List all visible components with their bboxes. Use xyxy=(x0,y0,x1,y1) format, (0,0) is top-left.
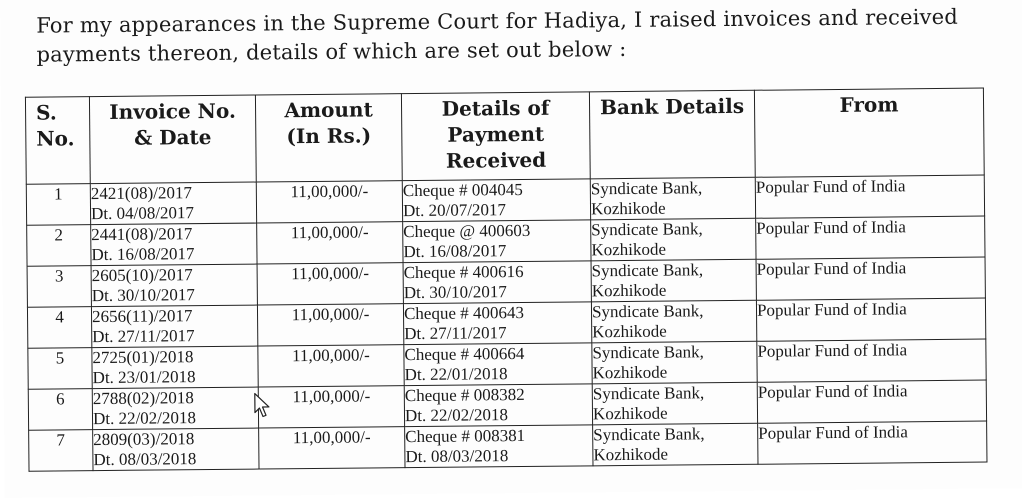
payment-date: Dt. 16/08/2017 xyxy=(403,241,507,262)
header-invoice-line: Invoice No. xyxy=(109,98,236,124)
cell-invoice xyxy=(93,428,259,471)
invoice-table xyxy=(25,88,988,472)
payment-reference: Cheque # 400616 xyxy=(403,261,524,283)
bank-name: Syndicate Bank, xyxy=(591,260,704,281)
cell-payment xyxy=(403,261,591,304)
cell-from: Popular Fund of India xyxy=(756,257,985,300)
cell-amount: 11,00,000/- xyxy=(258,345,404,387)
invoice-number: 2788(02)/2018 xyxy=(92,388,194,409)
bank-name: Syndicate Bank, xyxy=(591,219,703,240)
cell-invoice xyxy=(91,223,257,266)
cell-sno: 5 xyxy=(28,348,92,390)
header-bank-line: Bank Details xyxy=(599,93,745,120)
cell-bank xyxy=(591,300,756,343)
invoice-number: 2809(03)/2018 xyxy=(93,429,195,450)
cell-payment xyxy=(404,343,592,386)
bank-branch: Kozhikode xyxy=(592,403,668,424)
bank-branch: Kozhikode xyxy=(591,280,667,301)
bank-branch: Kozhikode xyxy=(593,444,669,465)
table-row xyxy=(29,421,987,471)
cell-payment xyxy=(402,179,590,222)
cell-from: Popular Fund of India xyxy=(757,339,986,382)
header-payment-line: Payment xyxy=(447,121,545,147)
cell-payment xyxy=(403,220,591,263)
cell-sno: 7 xyxy=(29,430,93,472)
cell-amount: 11,00,000/- xyxy=(257,263,403,305)
payment-date: Dt. 20/07/2017 xyxy=(402,200,507,221)
cell-sno: 4 xyxy=(27,307,91,349)
invoice-date: Dt. 22/02/2018 xyxy=(92,408,197,429)
header-payment-line: Received xyxy=(445,147,547,173)
invoice-number: 2605(10)/2017 xyxy=(91,265,193,286)
cell-payment xyxy=(405,425,593,468)
header-invoice xyxy=(89,95,256,184)
header-sno-line: S. xyxy=(35,100,57,125)
bank-name: Syndicate Bank, xyxy=(591,301,704,322)
cell-amount: 11,00,000/- xyxy=(257,304,403,346)
bank-name: Syndicate Bank, xyxy=(592,383,705,404)
header-sno xyxy=(25,97,90,185)
cell-from: Popular Fund of India xyxy=(756,216,985,259)
bank-name: Syndicate Bank, xyxy=(590,178,703,199)
cell-bank xyxy=(593,423,758,466)
cell-from: Popular Fund of India xyxy=(756,298,985,341)
header-bank xyxy=(589,90,755,179)
invoice-date: Dt. 08/03/2018 xyxy=(93,449,197,470)
invoice-date: Dt. 30/10/2017 xyxy=(91,285,195,306)
header-from-line: From xyxy=(839,92,899,117)
payment-reference: Cheque # 008382 xyxy=(404,384,525,406)
invoice-date: Dt. 16/08/2017 xyxy=(91,244,195,265)
payment-reference: Cheque # 004045 xyxy=(402,179,523,201)
invoice-number: 2656(11)/2017 xyxy=(91,306,193,327)
payment-date: Dt. 08/03/2018 xyxy=(405,446,509,467)
header-payment-line: Details of xyxy=(441,95,550,121)
cell-invoice xyxy=(92,346,258,389)
header-amount-line: (In Rs.) xyxy=(286,123,372,149)
cell-bank xyxy=(591,259,756,302)
bank-branch: Kozhikode xyxy=(592,321,667,342)
cell-from: Popular Fund of India xyxy=(757,380,986,423)
header-from xyxy=(754,88,984,177)
header-amount xyxy=(255,94,402,182)
header-invoice-line: & Date xyxy=(134,124,212,150)
cell-from: Popular Fund of India xyxy=(758,421,987,464)
cell-invoice xyxy=(92,387,258,430)
cell-bank xyxy=(590,177,755,220)
payment-reference: Cheque # 400643 xyxy=(403,302,525,324)
cell-sno: 1 xyxy=(26,184,90,226)
cell-payment xyxy=(403,302,591,345)
bank-name: Syndicate Bank, xyxy=(593,424,705,445)
bank-name: Syndicate Bank, xyxy=(592,342,704,363)
invoice-number: 2421(08)/2017 xyxy=(90,183,192,204)
header-amount-line: Amount xyxy=(284,97,373,123)
invoice-number: 2441(08)/2017 xyxy=(91,224,193,245)
invoice-date: Dt. 23/01/2018 xyxy=(92,367,196,388)
bank-branch: Kozhikode xyxy=(590,198,666,219)
intro-paragraph: For my appearances in the Supreme Court for Hadiya, I raised invoices and received payments thereon, details of which are set out below : xyxy=(36,4,959,67)
cell-amount: 11,00,000/- xyxy=(257,222,403,264)
cell-sno: 3 xyxy=(27,266,91,308)
cell-invoice xyxy=(90,182,256,225)
table-header-row xyxy=(25,88,984,184)
payment-reference: Cheque # 008381 xyxy=(405,425,526,447)
cell-invoice xyxy=(91,305,257,348)
header-sno-line: No. xyxy=(36,126,75,151)
cell-amount: 11,00,000/- xyxy=(259,427,405,469)
cell-bank xyxy=(592,341,757,384)
payment-date: Dt. 22/02/2018 xyxy=(404,405,509,426)
cell-bank xyxy=(592,382,757,425)
invoice-number: 2725(01)/2018 xyxy=(92,347,194,368)
bank-branch: Kozhikode xyxy=(592,362,668,383)
cell-bank xyxy=(591,218,756,261)
cell-amount: 11,00,000/- xyxy=(256,181,402,223)
cell-sno: 6 xyxy=(28,389,92,431)
invoice-date: Dt. 04/08/2017 xyxy=(90,203,195,224)
header-payment xyxy=(401,92,590,181)
cell-sno: 2 xyxy=(27,225,91,267)
mouse-pointer-icon xyxy=(254,392,272,418)
cell-invoice xyxy=(91,264,257,307)
payment-date: Dt. 30/10/2017 xyxy=(403,282,507,303)
invoice-date: Dt. 27/11/2017 xyxy=(92,326,195,347)
cell-from: Popular Fund of India xyxy=(755,175,984,218)
payment-date: Dt. 22/01/2018 xyxy=(404,364,508,385)
payment-date: Dt. 27/11/2017 xyxy=(404,323,507,344)
payment-reference: Cheque @ 400603 xyxy=(403,220,531,242)
payment-reference: Cheque # 400664 xyxy=(404,343,525,365)
bank-branch: Kozhikode xyxy=(591,239,667,260)
cell-amount: 11,00,000/- xyxy=(258,386,404,428)
cell-payment xyxy=(404,384,592,427)
